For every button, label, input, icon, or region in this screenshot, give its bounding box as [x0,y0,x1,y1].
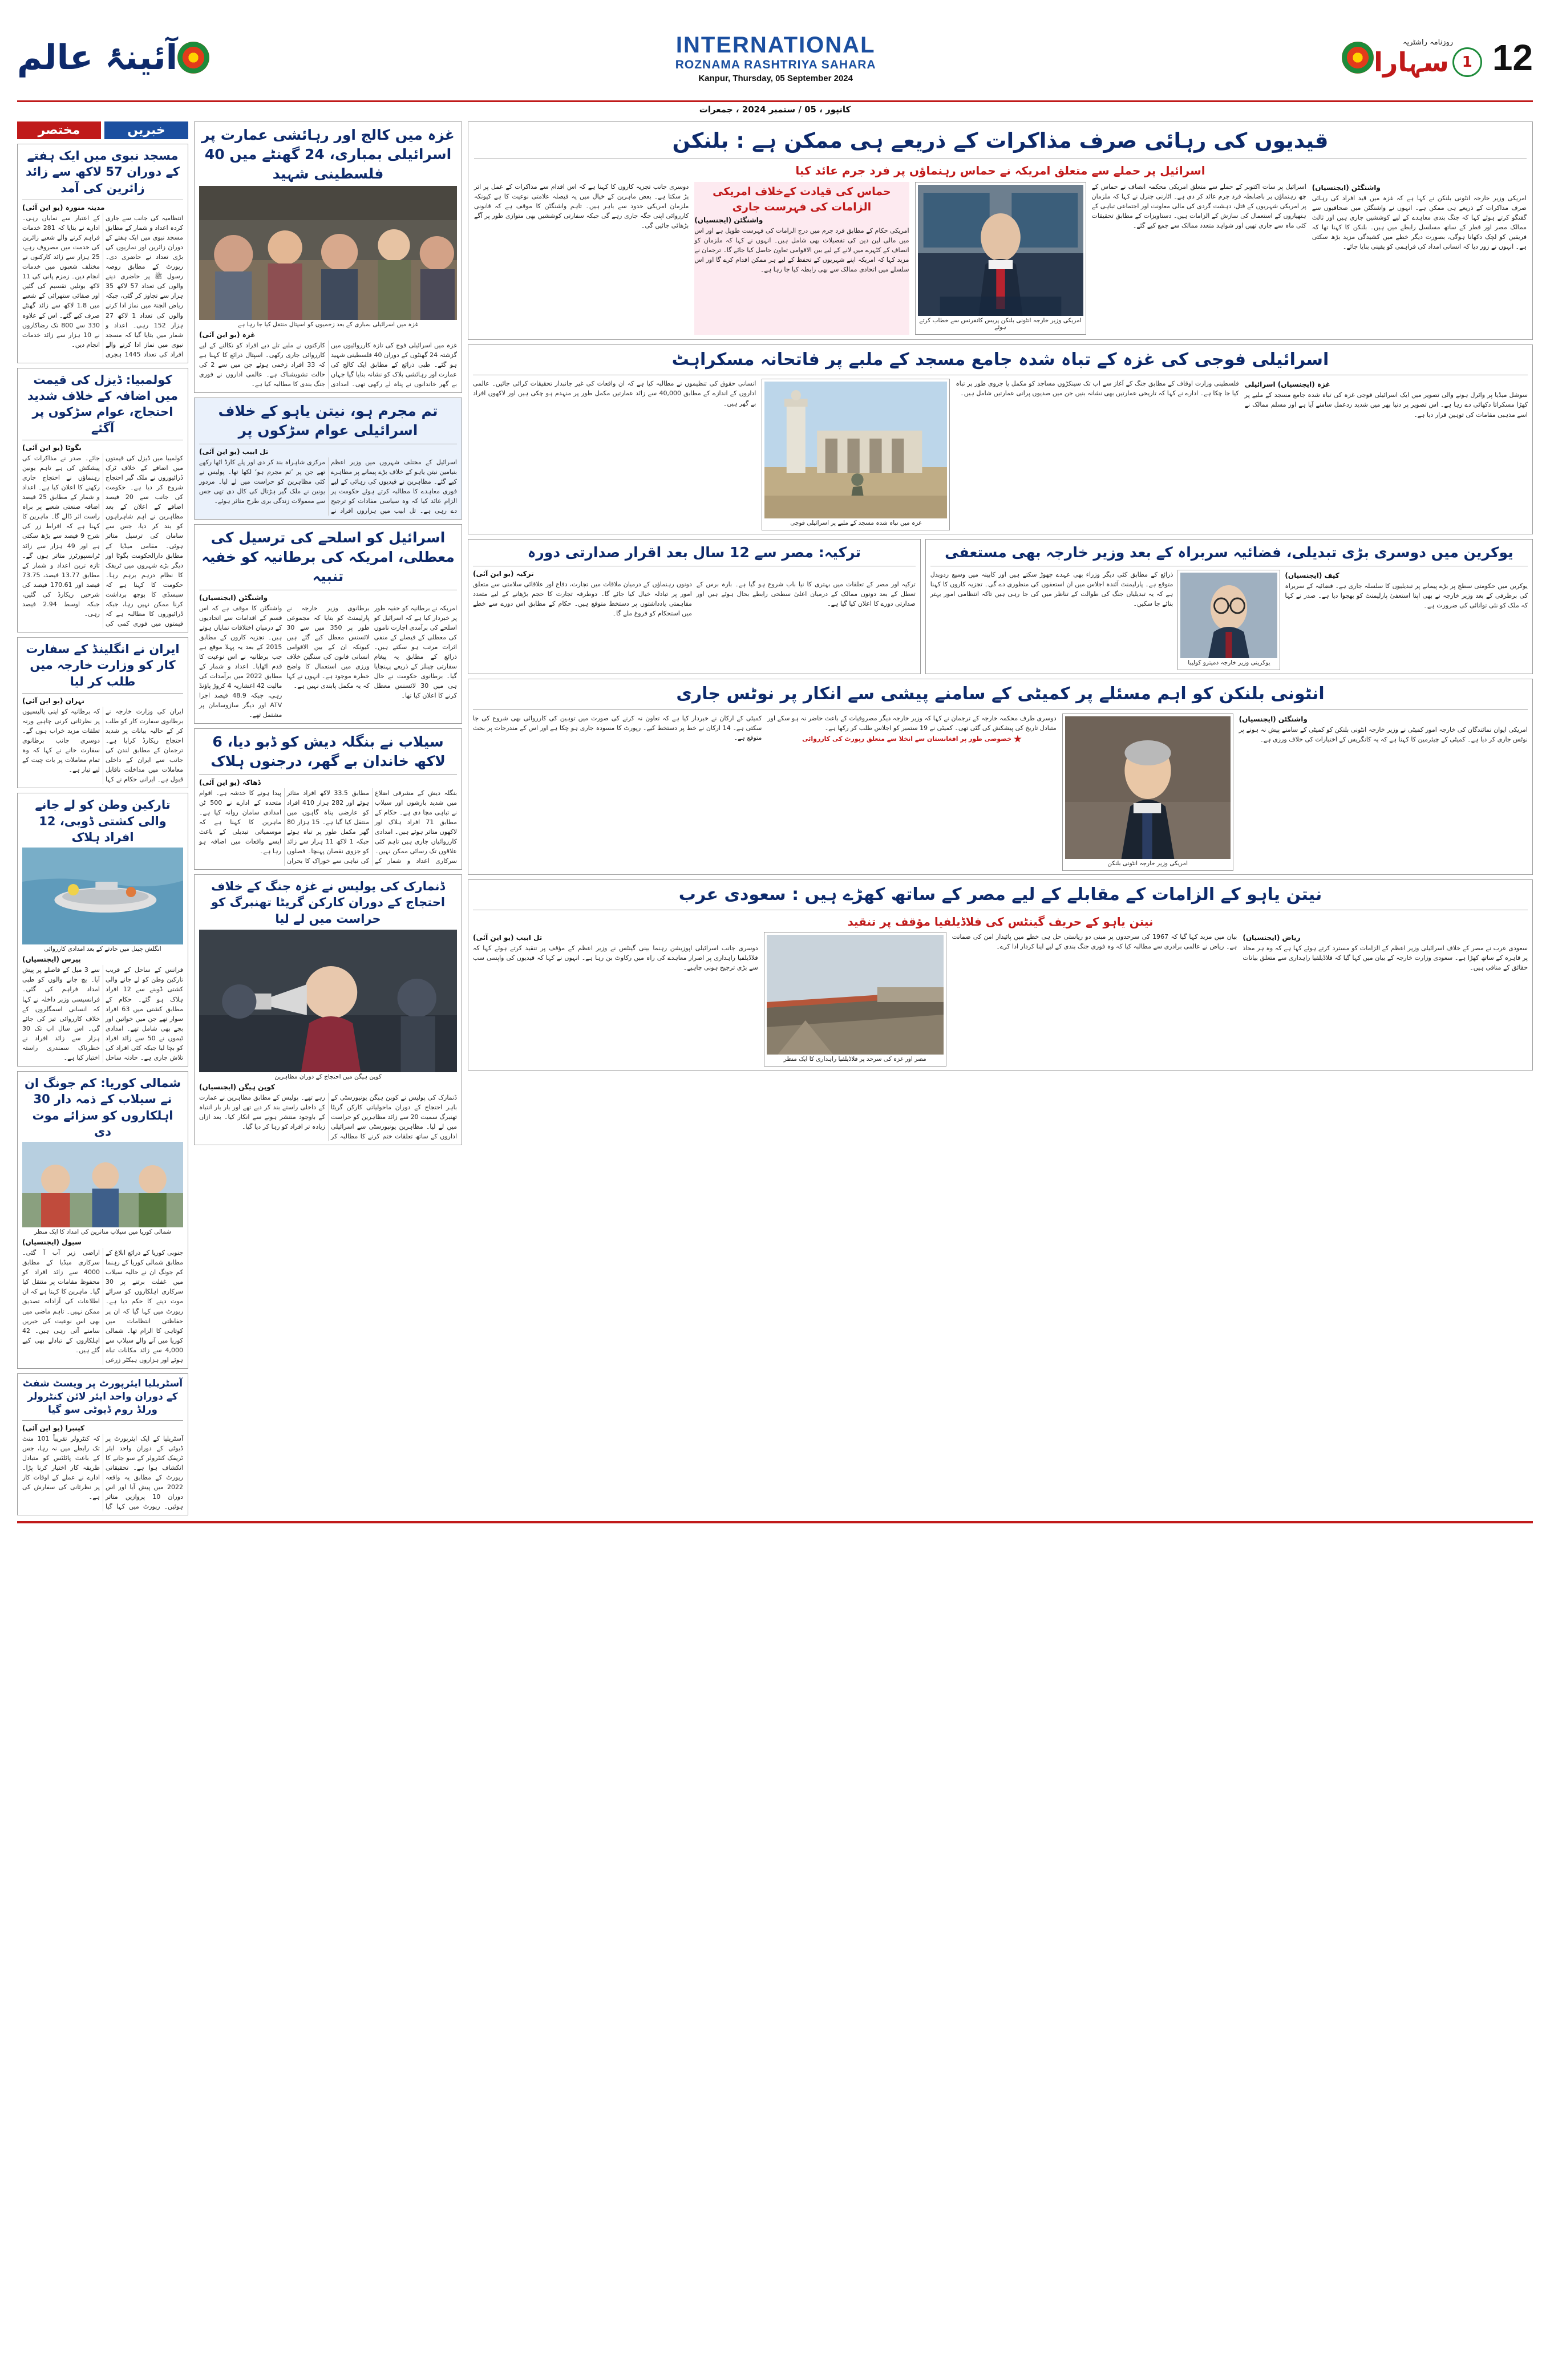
masthead-left [1374,37,1533,79]
mosque-story [468,344,1533,535]
australia-headline: آسٹریلیا ایئرپورٹ پر ویسٹ شفٹ کے دوران واحد ایئر لائن کنٹرولر ورلڈ روم ڈیوٹی سو گیا [22,1377,183,1416]
gaza-photo-art [199,186,457,320]
boat-headline: تارکین وطن کو لے جانے والی کشتی ڈوبی، 12 افراد ہلاک [35,798,171,845]
saudi-photo-art [767,935,944,1055]
gaza-hospital-story [194,121,462,393]
arms-byline: واشنگٹن (ایجنسیاں) [199,593,268,602]
rail-1-headline: مسجد نبوی میں ایک ہفتے کے دوران 57 لاکھ سے زائد زائرین کی آمد [26,149,180,195]
rail-chips [17,121,188,139]
boat-story [17,793,188,1067]
mosque-body-1: سوشل میڈیا پر وائرل ہونے والی تصویر میں ایک اسرائیلی فوجی غزہ کی تباہ شدہ جامع مسجد کے ملبے پر کھڑا مسکراتا دکھائی دے رہا ہے۔ اس تصویر پر دنیا بھر میں شدید ردعمل سامنے آیا ہے اور مسلم ممالک نے اسے مذہبی مقامات کی توہین قرار دیا ہے۔ [1244,391,1528,419]
left-column [194,121,462,1515]
ukraine-byline: کیف (ایجنسیاں) [1285,571,1339,580]
australia-body [22,1434,183,1511]
gaza-photo-caption: غزہ میں اسرائیلی بمباری کے بعد زخمیوں کو اسپتال منتقل کیا جا رہا ہے [238,321,418,329]
lead-photo [918,185,1083,316]
rail-2-body: کولمبیا میں ڈیزل کی قیمتوں میں اضافے کے خلاف ٹرک ڈرائیوروں نے ملک گیر احتجاج شروع کر دیا ہے۔ حکومت کی جانب سے 20 فیصد اضافے کے اعلان کے بعد مظاہرین نے اہم شاہراہوں کو بند کر دیا، جس سے سامان کی ترسیل متاثر ہوئی۔ مقامی میڈیا کے مطابق دارالحکومت بگوٹا اور دیگر بڑے شہروں میں ٹریفک کا نظام درہم برہم رہا۔ حکومت کا کہنا ہے کہ سبسڈی کا بوجھ برداشت کرنا ممکن نہیں رہا، جبکہ ڈرائیوروں کا مطالبہ ہے کہ قیمتوں میں فوری کمی کی جائے۔ صدر نے مذاکرات کی پیشکش کی ہے تاہم یونین رہنماؤں نے احتجاج جاری رکھنے کا اعلان کیا ہے۔ اعداد و شمار کے مطابق 25 فیصد اضافہ صنعتی شعبے پر براہ راست اثر ڈالے گا۔ ماہرین کا کہنا ہے کہ افراط زر کی شرح 9 فیصد سے بڑھ سکتی ہے اور 49 ہزار سے زائد ٹرانسپورٹرز متاثر ہوں گے۔ تازہ ترین اعداد و شمار کے مطابق 13.77 فیصد، 73.75 فیصد اور 170.61 فیصد کی شرحیں ریکارڈ کی گئیں، جبکہ اوسط 2.94 فیصد رہی۔ [22,455,184,627]
lead-byline-left: واشنگٹن (ایجنسیاں) [1312,183,1381,192]
australia-byline: کینبرا (یو این آئی) [22,1424,84,1432]
lead-photo-art [918,185,1083,316]
flood-body-2: سرکاری اعداد و شمار کے مطابق 33.5 لاکھ افراد متاثر ہوئے اور 282 ہزار 410 افراد کو عارضی پناہ گاہوں میں منتقل کیا گیا ہے۔ 15 ہزار 80 گھر مکمل طور پر تباہ ہوئے جبکہ 1 لاکھ 11 ہزار سے زائد کو جزوی نقصان پہنچا۔ [287,789,457,865]
flood-byline: ڈھاکہ (یو این آئی) [199,778,261,786]
rail-1-byline: مدینہ منورہ (یو این آئی) [22,204,105,212]
blinken-figure [1062,713,1233,871]
boat-photo [22,848,183,944]
blinken-photo-caption: امریکی وزیر خارجہ انٹونی بلنکن [1107,859,1188,867]
rosette-icon-right [177,42,209,74]
rail-1-body: انتظامیہ کی جانب سے جاری کردہ اعداد و شمار کے مطابق مسجد نبوی میں ایک ہفتے کے دوران زائرین اور نمازیوں کی بڑی تعداد نے حاضری دی۔ رپورٹ کے مطابق روضہ رسول ﷺ پر حاضری دینے والوں کی تعداد 57 لاکھ 35 ہزار سے تجاوز کر گئی، جبکہ ریاض الجنۃ میں نماز ادا کرنے والوں کی تعداد 1 لاکھ 27 ہزار 152 رہی۔ اعداد و شمار میں بتایا گیا کہ مسجد نبوی میں نماز ادا کرنے والے افراد کی تعداد 1445 ہجری کے اعتبار سے نمایاں رہی۔ ادارے نے بتایا کہ 281 خدمات فراہم کرنے والے شعبے زائرین کی خدمت میں مصروف رہے، 25 ہزار سے زائد کارکنوں نے مختلف شعبوں میں خدمات انجام دیں۔ زمزم پانی کی 11 لاکھ بوتلیں تقسیم کی گئیں اور صفائی ستھرائی کے شعبے میں 1.8 لاکھ سے زائد گھنٹے صرف کیے گئے۔ اس کے علاوہ 330 سے 800 تک رضاکاروں نے 10 ہزار سے زائد خدمات انجام دیں۔ [22,214,183,358]
turkey-body-2: دونوں رہنماؤں کے درمیان ملاقات میں تجارت، دفاع اور علاقائی سلامتی سے متعلق امور پر تبادلہ خیال کیا جائے گا۔ دوطرفہ تجارت کا حجم بڑھانے کے لیے متعدد مفاہمتی یادداشتوں پر دستخط متوقع ہیں۔ حکام کے مطابق اس دورے سے خطے میں استحکام کو فروغ ملے گا۔ [473,581,692,618]
mosque-byline: غزہ (ایجنسیاں) اسرائیلی [1244,380,1330,389]
masthead [17,15,1533,102]
turkey-byline: ترکیہ (یو این آئی) [473,570,534,578]
turkey-egypt-story [468,539,921,674]
blinken-photo [1065,716,1231,859]
australia-story [17,1373,188,1515]
arms-transfer-story [194,524,462,724]
gaza-body: غزہ میں اسرائیلی فوج کی تازہ کارروائیوں میں گزشتہ 24 گھنٹوں کے دوران 40 فلسطینی شہید ہو گئے۔ طبی ذرائع کے مطابق ایک کالج کی عمارت اور رہائشی بلاک کو نشانہ بنایا گیا جہاں بے گھر خاندانوں نے پناہ لے رکھی تھی۔ امدادی کارکنوں نے ملبے تلے دبے افراد کو نکالنے کے لیے کارروائی جاری رکھی۔ اسپتال ذرائع کا کہنا ہے کہ 33 افراد زخمی ہوئے جن میں سے 2 کی حالت تشویشناک ہے۔ عالمی اداروں نے فوری جنگ بندی کا مطالبہ کیا ہے۔ [199,342,457,388]
chip-mukhtasar[interactable]: مختصر [17,121,101,139]
star-icon [1014,735,1022,743]
masthead-subtitle: ROZNAMA RASHTRIYA SAHARA [675,58,876,71]
australia-body-1: آسٹریلیا کے ایک ایئرپورٹ پر ڈیوٹی کے دوران واحد ایئر ٹریفک کنٹرولر کے سو جانے کا انکشاف ہوا ہے۔ تحقیقاتی رپورٹ کے مطابق یہ واقعہ 2022 میں پیش آیا اور اس دوران 10 پروازیں متاثر ہوئیں۔ [106,1434,184,1510]
korea-photo-art [22,1142,183,1227]
flood-body-3: فصلوں کی تباہی سے خوراک کا بحران پیدا ہونے کا خدشہ ہے۔ اقوام متحدہ کے ادارے نے 500 ٹن امدادی سامان روانہ کیا ہے۔ ماہرین کا کہنا ہے کہ موسمیاتی تبدیلی کے باعث ایسے واقعات میں اضافہ ہو رہا ہے۔ [199,789,369,865]
boat-body-2: امدادی ٹیموں نے 50 سے زائد افراد کو بچا لیا جبکہ کئی افراد کی تلاش جاری ہے۔ حادثہ ساحل سے 3 میل کے فاصلے پر پیش آیا۔ بچ جانے والوں کو طبی امداد فراہم کی گئی۔ [22,966,183,1061]
boat-body-3: فرانسیسی وزیر داخلہ نے کہا کہ انسانی اسمگلروں کے خلاف کارروائی تیز کی جائے گی۔ اس سال اب تک 30 ہزار سے زائد افراد نے خطرناک سمندری راستہ اختیار کیا ہے۔ [22,995,100,1061]
saudi-body-2: بیان میں مزید کہا گیا کہ 1967 کی سرحدوں پر مبنی دو ریاستی حل ہی خطے میں پائیدار امن کی ضمانت ہے۔ ریاض نے عالمی برادری سے مطالبہ کیا کہ وہ فوری جنگ بندی کے لیے اپنا کردار ادا کرے۔ [952,933,1237,951]
blinken-byline: واشنگٹن (ایجنسیاں) [1239,715,1308,723]
lead-body-3: امریکی حکام کے مطابق فرد جرم میں درج الزامات کی فہرست طویل ہے اور اس میں مالی لین دین کی تفصیلات بھی شامل ہیں۔ انہوں نے کہا کہ ملزمان کو انصاف کے کٹہرے میں لانے کے لیے بین الاقوامی تعاون حاصل کیا جائے گا۔ ترجمان نے مزید کہا کہ امریکہ اپنے شہریوں کے تحفظ کے لیے ہر ممکن اقدام کرے گا اور اس سلسلے میں اتحادی ممالک سے بھی رابطہ کیا جا رہا ہے۔ [694,227,909,274]
korea-headline: شمالی کوریا: کم جونگ ان نے سیلاب کے ذمہ دار 30 اہلکاروں کو سزائے موت دی [24,1076,181,1138]
logo-mark-icon: 1 [1452,47,1482,77]
boat-body-1: فرانس کے ساحل کے قریب تارکین وطن کو لے جانے والی کشتی ڈوبنے سے 12 افراد ہلاک ہو گئے۔ حکام کے مطابق کشتی میں 63 افراد سوار تھے جن میں خواتین اور بچے بھی شامل تھے۔ [106,966,183,1032]
korea-body-2: شمالی کوریا میں آنے والے سیلاب سے 4,000 سے زائد مکانات تباہ ہوئے اور ہزاروں ہیکٹر زرعی اراضی زیر آب آ گئی۔ سرکاری میڈیا کے مطابق 4000 سے زائد افراد کو محفوظ مقامات پر منتقل کیا گیا۔ [22,1249,183,1364]
ukraine-headline: یوکرین میں دوسری بڑی تبدیلی، فضائیہ سربراہ کے بعد وزیر خارجہ بھی مستعفی [945,544,1513,561]
boat-body [22,965,183,1062]
blinken-note-text: خصوصی طور پر افغانستان سے انخلا سے متعلق رپورٹ کی کارروائی [802,735,1012,743]
denmark-photo-caption: کوپن ہیگن میں احتجاج کے دوران مظاہرین [274,1073,382,1080]
denmark-story [194,874,462,1145]
mosque-photo-caption: غزہ میں تباہ شدہ مسجد کے ملبے پر اسرائیلی فوجی [790,520,922,527]
ukraine-body-2: ذرائع کے مطابق کئی دیگر وزراء بھی عہدے چھوڑ سکتے ہیں اور کابینہ میں وسیع ردوبدل متوقع ہے۔ پارلیمنٹ آئندہ اجلاس میں ان استعفوں کی منظوری دے گی۔ تجزیہ کاروں کا کہنا ہے کہ یہ تبدیلیاں جنگ کی طوالت کے تناظر میں کی جا رہی ہیں تاکہ انتظامی امور بہتر بنائے جا سکیں۔ [930,571,1173,608]
denmark-byline: کوپن ہیگن (ایجنسیاں) [199,1082,275,1091]
war-crimes-headline: تم مجرم ہو، نیتن یاہو کے خلاف اسرائیلی عوام سڑکوں پر [218,403,438,439]
lead-body-4: دوسری جانب تجزیہ کاروں کا کہنا ہے کہ اس اقدام سے مذاکرات کے عمل پر اثر پڑ سکتا ہے۔ بعض ماہرین کے خیال میں یہ فیصلہ علامتی نوعیت کا ہے کیونکہ ملزمان امریکی حدود سے باہر ہیں۔ تاہم واشنگٹن کا موقف ہے کہ قانونی کارروائی اپنی جگہ جاری رہے گی جبکہ سفارتی کوششیں بھی متوازی طور پر آگے بڑھائی جائیں گی۔ [474,183,689,230]
ukraine-photo [1180,573,1277,658]
chip-khabrein[interactable]: خبریں [104,121,188,139]
page-number: 12 [1492,37,1533,78]
blinken-body-3: کمیٹی کے ارکان نے خبردار کیا ہے کہ تعاون نہ کرنے کی صورت میں توہین کی کارروائی بھی شروع کی جا سکتی ہے۔ 14 ارکان نے خط پر دستخط کیے۔ رپورٹ کا مسودہ جاری ہو چکا ہے اور اس کے مندرجات پر بحث متوقع ہے۔ [473,714,762,741]
news-rail [17,121,188,1515]
ukraine-story [925,539,1533,674]
korea-byline: سیول (ایجنسیاں) [22,1238,82,1247]
section-title-urdu: آئینۂ عالم [17,38,178,78]
lead-headline: قیدیوں کی رہائی صرف مذاکرات کے ذریعے ہی ممکن ہے : بلنکن [672,128,1329,153]
boat-byline: پیرس (ایجنسیاں) [22,955,81,964]
boat-photo-caption: انگلش چینل میں حادثے کے بعد امدادی کارروائی [44,946,161,953]
masthead-right [17,38,177,78]
mosque-figure [762,379,950,530]
lead-subhead: اسرائیل پر حملے سے متعلق امریکہ نے حماس رہنماؤں پر فرد جرم عائد کیا [795,163,1205,177]
date-strip: کانپور ، 05 / ستمبر 2024 ، جمعرات [699,104,851,115]
saudi-byline-right: تل ابیب (یو این آئی) [472,934,543,942]
mosque-photo [764,382,947,518]
boat-photo-art [22,848,183,944]
korea-body-3: ماہرین کا کہنا ہے کہ ان اطلاعات کی آزادانہ تصدیق ممکن نہیں۔ تاہم ماضی میں بھی اس نوعیت کی خبریں سامنے آتی رہی ہیں۔ 42 اہلکاروں کے تبادلے بھی کیے گئے ہیں۔ [22,1288,100,1354]
war-crimes-byline: تل ابیب (یو این آئی) [199,447,269,456]
war-crimes-story [194,398,462,520]
denmark-photo-art [199,930,457,1072]
turkey-headline: ترکیہ: مصر سے 12 سال بعد اقرار صدارتی دورہ [527,544,861,561]
ukraine-figure [1177,570,1280,670]
denmark-body [199,1093,457,1141]
arms-headline: اسرائیل کو اسلحے کی ترسیل کی معطلی، امریکہ کی برطانیہ کو خفیہ تنبیہ [201,529,455,585]
korea-body [22,1248,183,1365]
section-title: INTERNATIONAL [675,32,876,58]
blinken-notice-story [468,679,1533,875]
flood-headline: سیلاب نے بنگلہ دیش کو ڈبو دیا، 6 لاکھ خاندان بے گھر، درجنوں ہلاک [211,733,446,769]
mosque-photo-art [764,382,947,518]
saudi-story [468,879,1533,1071]
blinken-photo-art [1065,716,1231,859]
rail-3-byline: تہران (یو این آئی) [22,696,85,705]
ukraine-photo-art [1180,573,1277,658]
arms-body-1: امریکہ نے برطانیہ کو خفیہ طور پر خبردار کیا ہے کہ اسرائیل کو اسلحے کی برآمدی اجازت ناموں کی معطلی کے فیصلے کے منفی اثرات مرتب ہو سکتے ہیں۔ ذرائع کے مطابق یہ پیغام سفارتی چینلز کے ذریعے پہنچایا گیا۔ برطانوی حکومت نے حال ہی میں 30 لائسنس معطل کرنے کا اعلان کیا تھا۔ [374,604,457,699]
saudi-photo [767,935,944,1055]
rail-item-1 [17,144,188,363]
saudi-figure [764,932,946,1067]
rail-2-headline: کولمبیا: ڈیزل کی قیمت میں اضافہ کے خلاف شدید احتجاج، عوام سڑکوں پر آگئے [27,372,178,435]
saudi-subhead: نیتن یاہو کے حریف گینٹس کی فلاڈیلفیا مؤقف پر تنقید [847,915,1154,929]
turkey-body-1: ترکیہ اور مصر کے تعلقات میں بہتری کا نیا باب شروع ہو گیا ہے۔ بارہ برس کے تعطل کے بعد دونوں ممالک کے درمیان اعلیٰ سطحی رابطے بحال ہوئے ہیں اور صدارتی دورے کا اعلان کیا گیا ہے۔ [696,581,916,608]
korea-photo-caption: شمالی کوریا میں سیلاب متاثرین کی امداد کا ایک منظر [34,1228,172,1236]
saudi-byline-left: ریاض (ایجنسیاں) [1243,934,1301,942]
war-crimes-body: اسرائیل کے مختلف شہروں میں وزیر اعظم بنیامین نیتن یاہو کے خلاف بڑے پیمانے پر مظاہرے کیے گئے۔ مظاہرین نے قیدیوں کی رہائی کے لیے فوری معاہدے کا مطالبہ کرتے ہوئے حکومت پر الزام عائد کیا کہ وہ سیاسی مفادات کو ترجیح دے رہی ہے۔ تل ابیب میں ہزاروں افراد نے مرکزی شاہراہ بند کر دی اور پلے کارڈ اٹھا رکھے تھے جن پر ’تم مجرم ہو‘ لکھا تھا۔ پولیس نے کئی مظاہرین کو حراست میں لے لیا۔ مزدور یونین نے ملک گیر ہڑتال کی کال دی تھی جس سے معمولات زندگی بری طرح متاثر ہوئے۔ [199,458,457,515]
blinken-headline: انٹونی بلنکن کو اہم مسئلے پر کمیٹی کے سامنے پیشی سے انکار پر نوٹس جاری [676,684,1325,704]
denmark-body-2: پولیس کے مطابق مظاہرین نے عمارت کے داخلی راستے بند کر دیے تھے اور بار بار انتباہ کے باوجود منتشر ہونے سے انکار کیا۔ بعد ازاں زیادہ تر افراد کو رہا کر دیا گیا۔ [199,1093,325,1131]
blinken-body-2: دوسری طرف محکمہ خارجہ کے ترجمان نے کہا کہ وزیر خارجہ دیگر مصروفیات کے باعث حاضر نہ ہو سکے اور متبادل تاریخ کی پیشکش کی گئی تھی۔ کمیٹی نے 19 ستمبر کو اجلاس طلب کر رکھا ہے۔ [767,714,1057,732]
bottom-rule [17,1521,1533,1523]
mosque-body-2: فلسطینی وزارت اوقاف کے مطابق جنگ کے آغاز سے اب تک سینکڑوں مساجد کو مکمل یا جزوی طور پر تباہ کیا جا چکا ہے۔ ادارے نے کہا کہ تاریخی عمارتیں بھی نشانہ بنیں جن میں صدیوں پرانی عمارتیں شامل ہیں۔ [956,380,1239,398]
lead-story [468,121,1533,340]
saudi-body-3: دوسری جانب اسرائیلی اپوزیشن رہنما بینی گینٹس نے وزیر اعظم کے مؤقف پر تنقید کرتے ہوئے کہا کہ فلاڈیلفیا راہداری پر اصرار معاہدے کی راہ میں رکاوٹ بن رہا ہے۔ انہوں نے کہا کہ قیدیوں کی واپسی سب سے بڑی ترجیح ہونی چاہیے۔ [472,944,758,972]
rail-item-2 [17,368,188,632]
center-column [468,121,1533,1515]
flood-story [194,728,462,870]
rosette-icon-left [1342,42,1374,74]
denmark-headline: ڈنمارک کی پولیس نے غزہ جنگ کے خلاف احتجاج کے دوران کارکن گریٹا تھنبرگ کو حراست میں لے لیا [211,879,446,926]
gaza-byline: غزہ (یو این آئی) [199,331,256,339]
rail-3-headline: ایران نے انگلینڈ کے سفارت کار کو وزارت خارجہ میں طلب کر لیا [26,642,180,688]
arms-body-3: واشنگٹن کا موقف ہے کہ اس قسم کے اقدامات سے اتحادیوں کے درمیان اختلافات نمایاں ہوتے ہیں۔ تجزیہ کاروں کے مطابق 2015 کے بعد یہ پہلا موقع ہے جب برطانیہ نے اس نوعیت کا قدم اٹھایا۔ اعداد و شمار کے مطابق 2022 میں برآمدات کی مالیت 42 اعشاریہ 4 کروڑ پاؤنڈ رہی، جبکہ 48.9 فیصد اجزا ATV اور دیگر سازوسامان پر مشتمل تھے۔ [199,604,282,719]
flood-body-1: بنگلہ دیش کے مشرقی اضلاع میں شدید بارشوں اور سیلاب نے تباہی مچا دی ہے۔ حکام کے مطابق 71 افراد ہلاک اور لاکھوں متاثر ہوئے ہیں۔ امدادی کارروائیاں جاری ہیں تاہم کئی علاقوں تک رسائی ممکن نہیں۔ [375,789,457,855]
blinken-note [767,735,1056,743]
korea-story [17,1071,188,1369]
australia-body-2: رپورٹ میں کہا گیا کہ کنٹرولر تقریباً 101 منٹ تک رابطے میں نہ رہا، جس کے باعث پائلٹس کو متبادل طریقہ کار اختیار کرنا پڑا۔ ادارے نے عملے کے اوقات کار پر نظرثانی کی سفارش کی ہے۔ [22,1434,160,1510]
logo-title: سہارا [1374,46,1449,78]
ukraine-photo-caption: یوکرینی وزیر خارجہ دمیترو کولیبا [1188,659,1270,667]
lead-figure [915,182,1086,335]
flood-body [199,788,457,866]
lead-body-1: امریکی وزیر خارجہ انٹونی بلنکن نے کہا ہے کہ غزہ میں قید افراد کی رہائی صرف مذاکرات کے ذریعے ہی ممکن ہے۔ انہوں نے واشنگٹن میں صحافیوں سے گفتگو کرتے ہوئے کہا کہ جنگ بندی معاہدے کے لیے کوششیں جاری ہیں اور ثالث ممالک مصر اور قطر کے ساتھ مسلسل رابطے میں ہیں۔ بلنکن کا کہنا تھا کہ فریقین کو لچک دکھانا ہوگی، بصورت دیگر خطے میں کشیدگی مزید بڑھ سکتی ہے۔ انہوں نے زور دیا کہ انسانی امداد کی فراہمی کو یقینی بنایا جائے۔ [1312,194,1527,251]
logo-subtitle: روزنامہ راشٹریہ [1402,38,1454,47]
rail-2-byline: بگوٹا (یو این آئی) [22,444,82,452]
lead-photo-caption: امریکی وزیر خارجہ انٹونی بلنکن پریس کانفرنس سے خطاب کرتے ہوئے [919,317,1082,331]
saudi-photo-caption: مصر اور غزہ کی سرحد پر فلاڈیلفیا راہداری کا ایک منظر [783,1056,926,1063]
masthead-center [224,33,1327,83]
publication-logo [1374,38,1482,78]
main-content [17,121,1533,1515]
rail-3-body: ایران کی وزارت خارجہ نے برطانوی سفارت کار کو طلب کر کے حالیہ بیانات پر شدید احتجاج ریکارڈ کرایا ہے۔ ترجمان کے مطابق لندن کی جانب سے ایران کے داخلی معاملات میں مداخلت ناقابل قبول ہے۔ ایرانی حکام نے کہا کہ برطانیہ کو اپنی پالیسیوں پر نظرثانی کرنی چاہیے ورنہ تعلقات مزید خراب ہوں گے۔ دوسری جانب برطانوی سفارت خانے نے کہا کہ وہ تمام معاملات پر بات چیت کے لیے تیار ہے۔ [22,707,183,784]
gaza-photo [199,186,457,320]
korea-photo [22,1142,183,1227]
rail-item-3 [17,637,188,788]
arms-body-2: برطانوی وزیر خارجہ نے پارلیمنٹ کو بتایا کہ مجموعی طور پر 350 میں سے 30 لائسنس معطل کیے گئے ہیں کیونکہ ان کے بین الاقوامی انسانی قانون کی سنگین خلاف ورزی میں استعمال کا واضح خطرہ موجود ہے۔ انہوں نے کہا کہ یہ مکمل پابندی نہیں ہے۔ [286,604,370,690]
lead-sub2: حماس کی قیادت کےخلاف امریکی الزامات کی فہرست جاری [713,185,891,213]
blinken-body-1: امریکی ایوان نمائندگان کی خارجہ امور کمیٹی نے وزیر خارجہ انٹونی بلنکن کو کمیٹی کے سامنے پیش نہ ہونے پر نوٹس جاری کر دیا ہے۔ کمیٹی کے چیئرمین کا کہنا ہے کہ یہ کانگریس کے اختیارات کی خلاف ورزی ہے۔ [1239,725,1528,743]
lead-byline-right: واشنگٹن (ایجنسیاں) [694,216,763,225]
saudi-headline: نیتن یاہو کے الزامات کے مقابلے کے لیے مصر کے ساتھ کھڑے ہیں : سعودی عرب [678,884,1322,905]
masthead-dateline: Kanpur, Thursday, 05 September 2024 [698,73,853,83]
gaza-headline: غزہ میں کالج اور رہائشی عمارت پر اسرائیلی بمباری، 24 گھنٹے میں 40 فلسطینی شہید [201,127,455,182]
lead-body-2: اسرائیل پر سات اکتوبر کے حملے سے متعلق امریکی محکمہ انصاف نے حماس کے چھ رہنماؤں پر باضابطہ فرد جرم عائد کر دی ہے۔ اٹارنی جنرل نے کہا کہ ملزمان پر امریکی شہریوں کے قتل، دہشت گردی کی مالی معاونت اور اجتماعی تباہی کے ہتھیاروں کے استعمال کی سازش کے الزامات ہیں۔ دستاویزات کے مطابق تحقیقات کئی ماہ سے جاری تھیں اور شواہد متعدد ممالک سے جمع کیے گئے۔ [1091,183,1306,230]
mosque-body-3: انسانی حقوق کی تنظیموں نے مطالبہ کیا ہے کہ ان واقعات کی غیر جانبدار تحقیقات کرائی جائیں۔ عالمی اداروں کے اندازے کے مطابق 40,000 سے زائد عمارتیں مکمل طور پر منہدم ہو چکی ہیں اور لاکھوں افراد بے گھر ہیں۔ [473,380,756,407]
ukraine-body-1: یوکرین میں حکومتی سطح پر بڑے پیمانے پر تبدیلیوں کا سلسلہ جاری ہے۔ فضائیہ کے سربراہ کی برطرفی کے بعد وزیر خارجہ نے بھی اپنا استعفیٰ پارلیمنٹ کو بھجوا دیا ہے۔ صدر نے کہا کہ ملک کو نئی توانائی کی ضرورت ہے۔ [1285,582,1528,610]
mosque-headline: اسرائیلی فوجی کی غزہ کے تباہ شدہ جامع مسجد کے ملبے پر فاتحانہ مسکراہٹ [671,349,1329,370]
korea-body-1: جنوبی کوریا کے ذرائع ابلاغ کے مطابق شمالی کوریا کے رہنما کم جونگ ان نے حالیہ سیلاب میں غفلت برتنے پر 30 سرکاری اہلکاروں کو سزائے موت دینے کا حکم دیا ہے۔ رپورٹ میں کہا گیا کہ ان پر حفاظتی انتظامات میں کوتاہی کا الزام تھا۔ [106,1249,183,1335]
saudi-body-1: سعودی عرب نے مصر کے خلاف اسرائیلی وزیر اعظم کے الزامات کو مسترد کرتے ہوئے کہا ہے کہ وہ ہر محاذ پر قاہرہ کے ساتھ کھڑا ہے۔ سعودی وزارت خارجہ کے بیان میں کہا گیا کہ فلاڈیلفیا راہداری سے متعلق بیانات حقائق کے منافی ہیں۔ [1243,944,1528,972]
denmark-body-1: ڈنمارک کی پولیس نے کوپن ہیگن یونیورسٹی کے باہر احتجاج کے دوران ماحولیاتی کارکن گریٹا تھنبرگ سمیت 20 سے زائد مظاہرین کو حراست میں لے لیا۔ مظاہرین یونیورسٹی سے اسرائیلی اداروں کے ساتھ تعلقات ختم کرنے کا مطالبہ کر رہے تھے۔ [300,1093,457,1141]
denmark-photo [199,930,457,1072]
